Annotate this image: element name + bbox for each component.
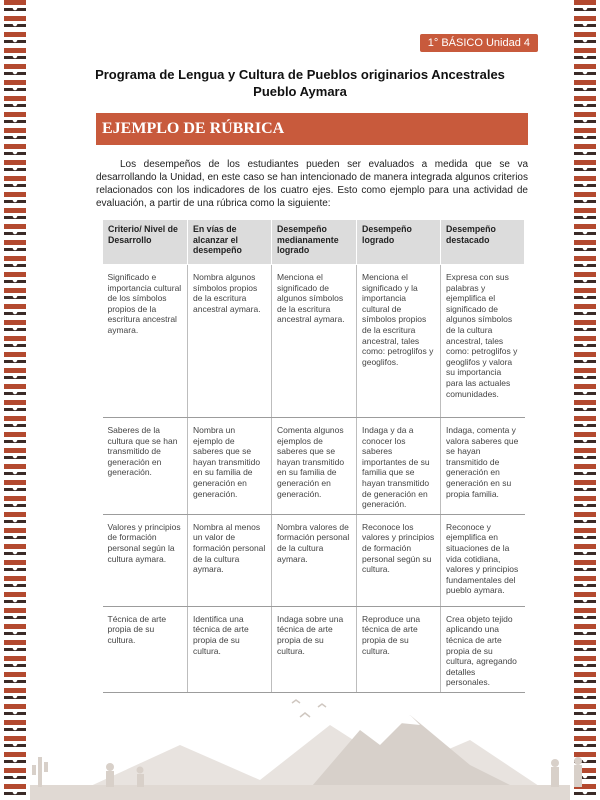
- table-cell: Técnica de arte propia de su cultura.: [103, 606, 188, 692]
- ground-strip: [30, 785, 570, 800]
- header-logrado: Desempeño logrado: [357, 220, 441, 265]
- table-cell: Reconoce los valores y principios de formación personal según su cultura.: [357, 514, 441, 606]
- table-cell: Significado e importancia cultural de los símbolos propios de la escritura ancestral aymara.: [103, 265, 188, 418]
- table-cell: Valores y principios de formación personal según la cultura aymara.: [103, 514, 188, 606]
- table-row: [103, 514, 525, 606]
- header-medianamente: Desempeño medianamente logrado: [272, 220, 357, 265]
- table-cell: Nombra un ejemplo de saberes que se hayan transmitido en su familia de generación en generación.: [188, 418, 272, 515]
- cactus-arm: [44, 762, 48, 772]
- person-figure-head: [106, 763, 114, 771]
- table-cell: Reconoce y ejemplifica en situaciones de la vida cotidiana, valores y principios fundamentales del pueblo aymara.: [441, 514, 525, 606]
- grade-unit-badge: 1° BÁSICO Unidad 4: [420, 34, 538, 52]
- table-cell: Indaga, comenta y valora saberes que se hayan transmitido de generación en generación en su propia familia.: [441, 418, 525, 515]
- table-cell: Nombra al menos un valor de formación personal de la cultura aymara.: [188, 514, 272, 606]
- table-cell: Expresa con sus palabras y ejemplifica el significado de algunos símbolos de la cultura ancestral, tales como: petroglifos y geoglifos y valora su importancia para las actuales comunidades.: [441, 265, 525, 418]
- table-row: [103, 265, 525, 418]
- header-en-vias: En vías de alcanzar el desempeño: [188, 220, 272, 265]
- bird: [292, 700, 300, 703]
- table-row: [103, 606, 525, 692]
- footer-landscape-illustration: [0, 685, 600, 800]
- bird: [300, 713, 310, 717]
- person-figure-head: [574, 757, 582, 765]
- table-cell: Crea objeto tejido aplicando una técnica de arte propia de su cultura, agregando detalles personales.: [441, 606, 525, 692]
- decorative-border-right: [574, 0, 596, 800]
- table-cell: Menciona el significado y la importancia cultural de símbolos propios de la escritura ancestral, tales como: petroglifos y geoglifos.: [357, 265, 441, 418]
- rubric-table: [102, 219, 525, 693]
- header-criterio: Criterio/ Nivel de Desarrollo: [103, 220, 188, 265]
- table-cell: Indaga y da a conocer los saberes importantes de su familia que se hayan transmitido de generación en generación.: [357, 418, 441, 515]
- table-cell: Reproduce una técnica de arte propia de su cultura.: [357, 606, 441, 692]
- table-cell: Identifica una técnica de arte propia de su cultura.: [188, 606, 272, 692]
- person-figure-body: [551, 767, 559, 787]
- page-title: [0, 66, 600, 100]
- intro-paragraph: Los desempeños de los estudiantes pueden ser evaluados a medida que se va desarrollando la Unidad, en este caso se han intencionado de manera integrada algunos criterios relacionados con los indicadores de los cuatro ejes. Esto como ejemplo para una actividad de evaluación, a partir de una rúbrica como la siguiente:: [96, 159, 528, 209]
- section-heading: EJEMPLO DE RÚBRICA: [96, 113, 528, 145]
- person-figure-body: [106, 771, 114, 787]
- person-figure-head: [137, 767, 144, 774]
- person-figure-body: [574, 765, 582, 787]
- table-row: [103, 418, 525, 515]
- bird: [318, 704, 326, 707]
- decorative-border-left: [4, 0, 26, 800]
- table-cell: Indaga sobre una técnica de arte propia de su cultura.: [272, 606, 357, 692]
- page-title-line2: Pueblo Aymara: [253, 84, 347, 99]
- person-figure-head: [551, 759, 559, 767]
- page-title-line1: Programa de Lengua y Cultura de Pueblos originarios Ancestrales: [95, 67, 505, 82]
- header-destacado: Desempeño destacado: [441, 220, 525, 265]
- table-cell: Saberes de la cultura que se han transmitido de generación en generación.: [103, 418, 188, 515]
- table-cell: Nombra algunos símbolos propios de la escritura ancestral aymara.: [188, 265, 272, 418]
- table-cell: Nombra valores de formación personal de la cultura aymara.: [272, 514, 357, 606]
- cactus: [38, 757, 42, 787]
- cactus-arm: [32, 765, 36, 775]
- table-cell: Comenta algunos ejemplos de saberes que se hayan transmitido en su familia de generación en generación.: [272, 418, 357, 515]
- rubric-header-row: [103, 220, 525, 265]
- birds-group: [292, 700, 326, 717]
- table-cell: Menciona el significado de algunos símbolos de la escritura ancestral aymara.: [272, 265, 357, 418]
- person-figure-body: [137, 774, 144, 787]
